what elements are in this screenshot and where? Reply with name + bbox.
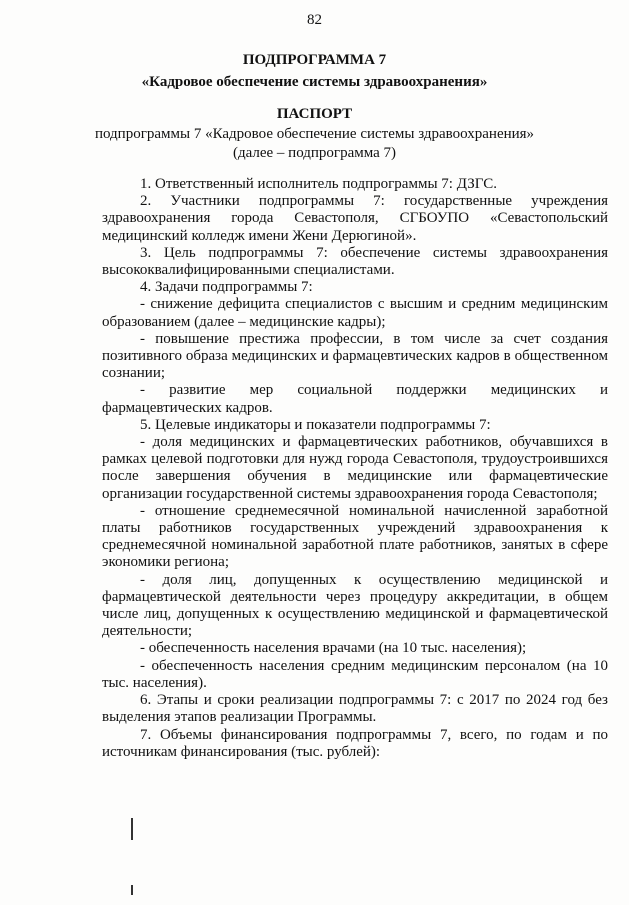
paragraph-indicator-1: - доля медицинских и фармацевтических работников, обучавшихся в рамках целевой подготовки для нужд города Севастополя, трудоустроившихся после завершения обучения в медицинские или фармацевтические организации государственной системы здравоохранения города Севастополя; (102, 434, 608, 502)
scan-artifact-mark (131, 885, 133, 895)
paragraph-indicator-2: - отношение среднемесячной номинальной начисленной заработной платы работников государственных учреждений здравоохранения к среднемесячной номинальной заработной плате работников, занятых в сфере экономики региона; (102, 502, 608, 571)
paragraph-tasks-heading: 4. Задачи подпрограммы 7: (140, 279, 313, 296)
paragraph-indicator-3: - доля лиц, допущенных к осуществлению медицинской и фармацевтической деятельности через процедуру аккредитации, в общем числе лиц, допущенных к осуществлению медицинской и фармацевтической деятельности; (102, 571, 608, 640)
page-number: 82 (307, 12, 322, 28)
paragraph-task-1: - снижение дефицита специалистов с высшим и средним медицинским образованием (далее – медицинские кадры); (102, 296, 608, 330)
paragraph-indicator-4: - обеспеченность населения врачами (на 10 тыс. населения); (140, 640, 527, 657)
paragraph-responsible: 1. Ответственный исполнитель подпрограммы 7: ДЗГС. (140, 176, 498, 192)
passport-body (102, 176, 608, 761)
paragraph-participants: 2. Участники подпрограммы 7: государственные учреждения здравоохранения города Севастополя, СГБОУПО «Севастопольский медицинский колледж имени Жени Дерюгиной». (102, 193, 608, 244)
paragraph-stages: 6. Этапы и сроки реализации подпрограммы 7: с 2017 по 2024 год без выделения этапов реализации Программы. (102, 692, 608, 726)
paragraph-task-3: - развитие мер социальной поддержки медицинских и фармацевтических кадров. (102, 382, 608, 416)
scan-artifact-mark (131, 818, 133, 840)
paragraph-goal: 3. Цель подпрограммы 7: обеспечение системы здравоохранения высококвалифицированными специалистами. (102, 244, 608, 279)
paragraph-indicator-5: - обеспеченность населения средним медицинским персоналом (на 10 тыс. населения). (102, 657, 608, 691)
paragraph-funding: 7. Объемы финансирования подпрограммы 7, всего, по годам и по источникам финансирования (тыс. рублей): (102, 726, 608, 760)
passport-subtitle-note: (далее – подпрограмма 7) (232, 145, 397, 161)
subprogram-name: «Кадровое обеспечение системы здравоохранения» (141, 74, 488, 90)
passport-subtitle: подпрограммы 7 «Кадровое обеспечение системы здравоохранения» (94, 126, 535, 142)
passport-title: ПАСПОРТ (276, 106, 353, 122)
subprogram-title: ПОДПРОГРАММА 7 (242, 52, 387, 68)
paragraph-task-2: - повышение престижа профессии, в том числе за счет создания позитивного образа медицинских и фармацевтических кадров в общественном сознании; (102, 330, 608, 382)
paragraph-indicators-heading: 5. Целевые индикаторы и показатели подпрограммы 7: (140, 416, 491, 433)
